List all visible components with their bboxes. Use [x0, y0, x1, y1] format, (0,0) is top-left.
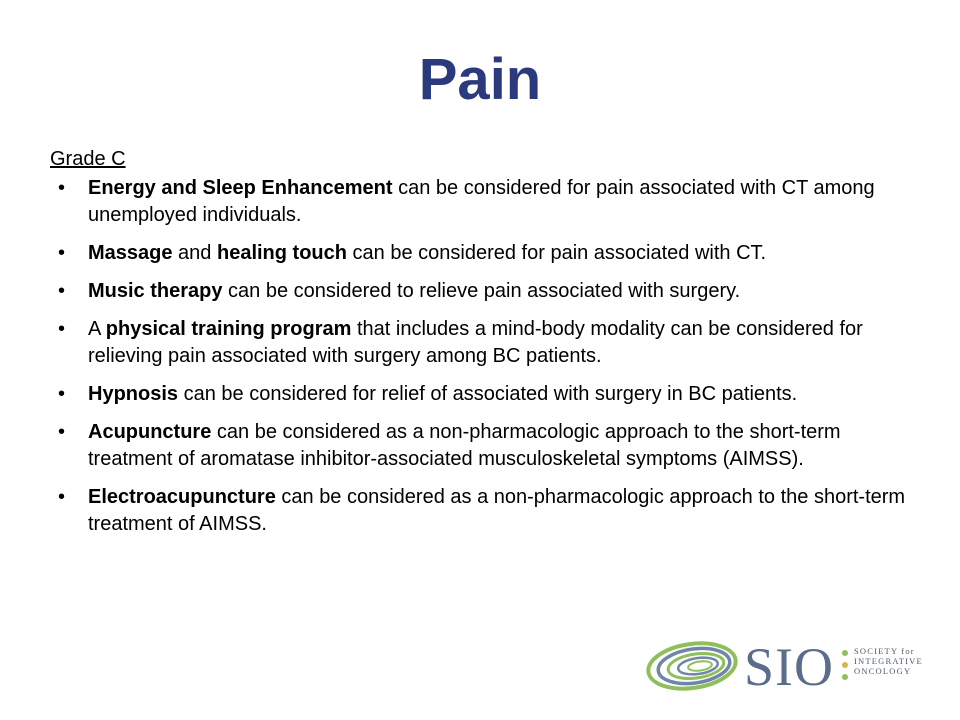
bullet-dot-icon: •	[58, 486, 66, 508]
bullet-text: can be considered for relief of associated with surgery in BC patients.	[178, 383, 798, 405]
bullet-dot-icon: •	[58, 383, 66, 405]
bullet-bold: Acupuncture	[88, 421, 212, 443]
logo-text	[854, 646, 923, 676]
bullet-bold: physical training program	[105, 318, 352, 340]
bullet-text: can be considered to relieve pain associated with surgery.	[222, 280, 741, 302]
bullet-item	[50, 278, 920, 305]
logo-dots	[842, 650, 848, 686]
bullet-dot-icon: •	[58, 421, 66, 443]
bullet-text: that includes a mind-body modality can be considered for relieving pain associated with surgery among BC patients.	[88, 318, 863, 367]
bullet-item	[50, 484, 920, 538]
bullet-item	[50, 419, 920, 473]
bullet-item	[50, 240, 920, 267]
logo-line-3: ONCOLOGY	[854, 666, 912, 676]
bullet-text: A	[88, 318, 106, 340]
sio-logo	[642, 636, 934, 696]
bullet-bold: Hypnosis	[88, 383, 179, 405]
bullet-bold: Massage	[88, 242, 173, 264]
bullet-dot-icon: •	[58, 242, 66, 264]
bullet-dot-icon: •	[58, 177, 66, 199]
bullet-dot-icon: •	[58, 280, 66, 302]
grade-heading: Grade C	[50, 148, 126, 170]
bullet-bold: healing touch	[216, 242, 347, 264]
bullet-bold: Energy and Sleep Enhancement	[88, 177, 393, 199]
bullet-bold: Electroacupuncture	[88, 486, 276, 508]
swirl-icon	[642, 636, 742, 696]
bullet-list	[50, 175, 920, 549]
bullet-text: can be considered for pain associated with CT.	[346, 242, 767, 264]
bullet-bold: Music therapy	[88, 280, 223, 302]
slide-title: Pain	[418, 47, 542, 112]
bullet-text: and	[172, 242, 217, 264]
bullet-text: can be considered for pain associated with CT among unemployed individuals.	[88, 177, 875, 226]
logo-line-2: INTEGRATIVE	[854, 656, 923, 666]
logo-acronym: SIO	[744, 637, 835, 697]
bullet-item	[50, 175, 920, 229]
logo-line-1: SOCIETY for	[854, 646, 915, 656]
bullet-item	[50, 381, 920, 408]
bullet-text: can be considered as a non-pharmacologic approach to the short-term treatment of aromatase inhibitor-associated musculoskeletal symptoms (AIMSS).	[88, 421, 841, 470]
bullet-text: can be considered as a non-pharmacologic approach to the short-term treatment of AIMSS.	[88, 486, 906, 535]
bullet-dot-icon: •	[58, 318, 66, 340]
bullet-item	[50, 316, 920, 370]
